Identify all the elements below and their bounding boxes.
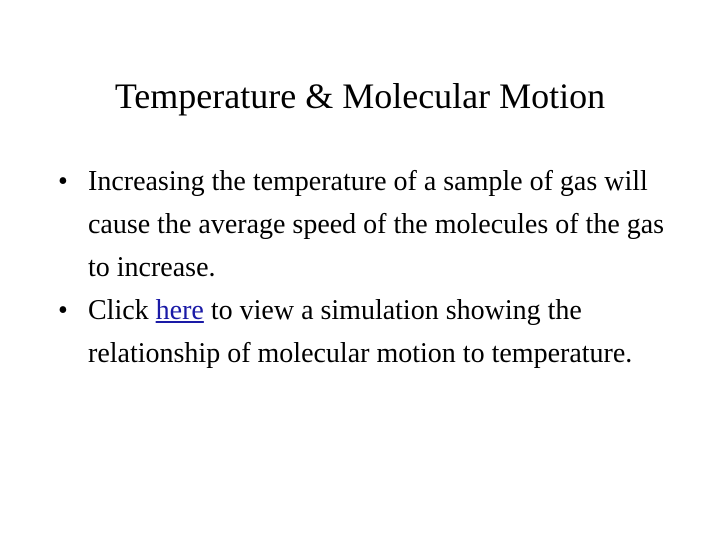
bullet-list [58,160,678,375]
bullet-item-simulation [58,289,678,375]
bullet-item-temperature-speed [58,160,678,289]
bullet-text-suffix: to view a simulation showing the relationship of molecular motion to temperature. [88,295,633,369]
bullet-icon: • [58,295,68,326]
simulation-link[interactable]: here [155,295,204,326]
slide-title: Temperature & Molecular Motion [114,76,606,116]
bullet-text-prefix: Click [88,295,156,326]
bullet-icon: • [58,166,68,197]
bullet-text: Increasing the temperature of a sample of gas will cause the average speed of the molecules of the gas to increase. [88,166,665,283]
